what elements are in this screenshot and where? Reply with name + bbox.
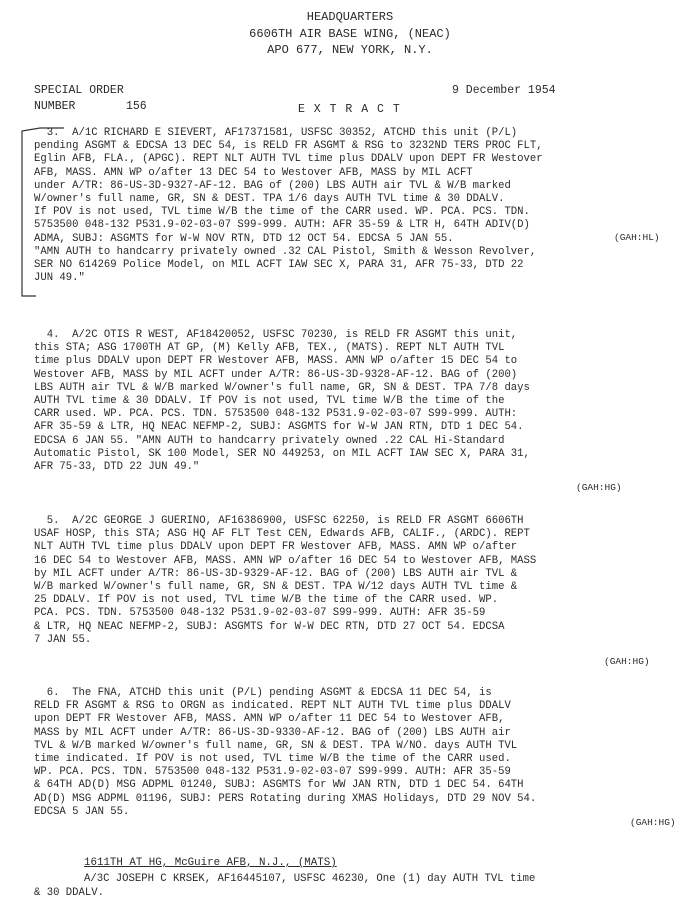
paragraph-line: under A/TR: 86-US-3D-9327-AF-12. BAG of (200) LBS AUTH air TVL & W/B marked <box>34 179 511 192</box>
typist-initials: (GAH:HL) <box>614 232 660 243</box>
typist-initials: (GAH:HG) <box>630 817 676 828</box>
paragraph-line: CARR used. WP. PCA. PCS. TDN. 5753500 048-132 P531.9-02-03-07 S99-999. AUTH: <box>34 408 518 421</box>
paragraph-line: JUN 49." <box>34 272 85 285</box>
paragraph-line: time indicated. If POV is not used, TVL time W/B the time of the CARR used. <box>34 753 511 766</box>
extract-title: E X T R A C T <box>298 103 401 116</box>
paragraph-line: USAF HOSP, this STA; ASG HQ AF FLT Test CEN, Edwards AFB, CALIF., (ARDC). REPT <box>34 528 530 541</box>
paragraph-line: pending ASGMT & EDCSA 13 DEC 54, is RELD FR ASGMT & RSG to 3232ND TERS PROC FLT, <box>34 140 543 153</box>
paragraph-line: If POV is not used, TVL time W/B the time of the CARR used. WP. PCA. PCS. TDN. <box>34 206 530 219</box>
paragraph-line: SER NO 614269 Police Model, on MIL ACFT IAW SEC X, PARA 31, AFR 75-33, DTD 22 <box>34 259 524 272</box>
paragraph-line: RELD FR ASGMT & RSG to ORGN as indicated. REPT NLT AUTH TVL time plus DDALV <box>34 700 511 713</box>
paragraph-line: 6. The FNA, ATCHD this unit (P/L) pending ASGMT & EDCSA 11 DEC 54, is <box>34 687 492 699</box>
header-apo: APO 677, NEW YORK, N.Y. <box>267 43 433 57</box>
typist-initials: (GAH:HG) <box>604 656 650 667</box>
paragraph-line: upon DEPT FR Westover AFB, MASS. AMN WP o/after 11 DEC 54 to Westover AFB, <box>34 713 505 726</box>
order-label: SPECIAL ORDER <box>34 84 124 97</box>
paragraph-line: 3. A/1C RICHARD E SIEVERT, AF17371581, USFSC 30352, ATCHD this unit (P/L) <box>34 127 518 139</box>
paragraph-line: WP. PCA. PCS. TDN. 5753500 048-132 P531.9-02-03-07 S99-999. AUTH: AFR 35-59 <box>34 766 511 779</box>
paragraph-line: AD(D) MSG ADPML 01196, SUBJ: PERS Rotating during XMAS Holidays, DTD 29 NOV 54. <box>34 792 537 805</box>
paragraph-line: 7 JAN 55. <box>34 633 92 646</box>
order-number: 156 <box>126 100 147 113</box>
header-unit: 6606TH AIR BASE WING, (NEAC) <box>249 27 451 41</box>
subsection-heading: 1611TH AT HG, McGuire AFB, N.J., (MATS) <box>84 857 337 869</box>
paragraph-line: TVL & W/B marked W/owner's full name, GR, SN & DEST. TPA W/NO. days AUTH TVL <box>34 739 518 752</box>
paragraph-line: 25 DDALV. If POV is not used, TVL time W/B the time of the CARR used. WP. <box>34 594 499 607</box>
paragraph-line: Eglin AFB, FLA., (APGC). REPT NLT AUTH TVL time plus DDALV upon DEPT FR Westover <box>34 153 543 166</box>
paragraph-line: Westover AFB, MASS by MIL ACFT under A/TR: 86-US-3D-9328-AF-12. BAG of (200) <box>34 368 518 381</box>
paragraph-line: by MIL ACFT under A/TR: 86-US-3D-9329-AF-12. BAG of (200) LBS AUTH air TVL & <box>34 567 518 580</box>
paragraph-line: ADMA, SUBJ: ASGMTS for W-W NOV RTN, DTD 12 OCT 54. EDCSA 5 JAN 55. <box>34 232 454 245</box>
paragraph-line: EDCSA 6 JAN 55. "AMN AUTH to handcarry privately owned .22 CAL Hi-Standard <box>34 434 505 447</box>
paragraph-line: 4. A/2C OTIS R WEST, AF18420052, USFSC 70230, is RELD FR ASGMT this unit, <box>34 329 518 341</box>
paragraph-line: AUTH TVL time & 30 DDALV. If POV is not used, TVL time W/B the time of the <box>34 395 505 408</box>
paragraph-line: 5. A/2C GEORGE J GUERINO, AF16386900, USFSC 62250, is RELD FR ASGMT 6606TH <box>34 515 524 527</box>
paragraph-line: NLT AUTH TVL time plus DDALV upon DEPT FR Westover AFB, MASS. AMN WP o/after <box>34 541 518 554</box>
paragraph-line: LBS AUTH air TVL & W/B marked W/owner's full name, GR, SN & DEST. TPA 7/8 days <box>34 381 530 394</box>
paragraph-line: 5753500 048-132 P531.9-02-03-07 S99-999. AUTH: AFR 35-59 & LTR H, 64TH ADIV(D) <box>34 219 530 232</box>
paragraph-line: AFR 35-59 & LTR, HQ NEAC NEFMP-2, SUBJ: ASGMTS for W-W JAN RTN, DTD 1 DEC 54. <box>34 421 524 434</box>
paragraph-6 <box>34 687 674 819</box>
paragraph-line: this STA; ASG 1700TH AT GP, (M) Kelly AFB, TEX., (MATS). REPT NLT AUTH TVL <box>34 342 505 355</box>
paragraph-line: time plus DDALV upon DEPT FR Westover AFB, MASS. AMN WP o/after 15 DEC 54 to <box>34 355 518 368</box>
paragraph-line: EDCSA 5 JAN 55. <box>34 805 130 818</box>
paragraph-4 <box>34 329 674 474</box>
paragraph-line: W/owner's full name, GR, SN & DEST. TPA 1/6 days AUTH TVL time & 30 DDALV. <box>34 193 505 206</box>
paragraph-line: AFR 75-33, DTD 22 JUN 49." <box>34 461 200 474</box>
paragraph-line: & 64TH AD(D) MSG ADPML 01240, SUBJ: ASGMTS for WW JAN RTN, DTD 1 DEC 54. 64TH <box>34 779 524 792</box>
paragraph-line: MASS by MIL ACFT under A/TR: 86-US-3D-9330-AF-12. BAG of (200) LBS AUTH air <box>34 726 511 739</box>
typist-initials: (GAH:HG) <box>576 482 622 493</box>
paragraph-line: PCA. PCS. TDN. 5753500 048-132 P531.9-02-03-07 S99-999. AUTH: AFR 35-59 <box>34 607 486 620</box>
paragraph-line: 16 DEC 54 to Westover AFB, MASS. AMN WP o/after 16 DEC 54 to Westover AFB, MASS <box>34 554 537 567</box>
order-number-label: NUMBER <box>34 100 76 113</box>
order-date: 9 December 1954 <box>452 84 556 97</box>
paragraph-3 <box>34 127 674 285</box>
paragraph-line: AFB, MASS. AMN WP o/after 13 DEC 54 to Westover AFB, MASS by MIL ACFT <box>34 166 473 179</box>
header-org: HEADQUARTERS <box>306 10 394 24</box>
subsection-line: A/3C JOSEPH C KRSEK, AF16445107, USFSC 46230, One (1) day AUTH TVL time <box>84 873 536 885</box>
paragraph-line: W/B marked W/owner's full name, GR, SN & DEST. TPA W/12 days AUTH TVL time & <box>34 581 518 594</box>
subsection-line: & 30 DDALV. <box>34 887 104 899</box>
paragraph-line: Automatic Pistol, SK 100 Model, SER NO 449253, on MIL ACFT IAW SEC X, PARA 31, <box>34 447 530 460</box>
paragraph-5 <box>34 515 674 647</box>
paragraph-line: "AMN AUTH to handcarry privately owned .32 CAL Pistol, Smith & Wesson Revolver, <box>34 245 537 258</box>
paragraph-line: & LTR, HQ NEAC NEFMP-2, SUBJ: ASGMTS for W-W DEC RTN, DTD 27 OCT 54. EDCSA <box>34 620 505 633</box>
